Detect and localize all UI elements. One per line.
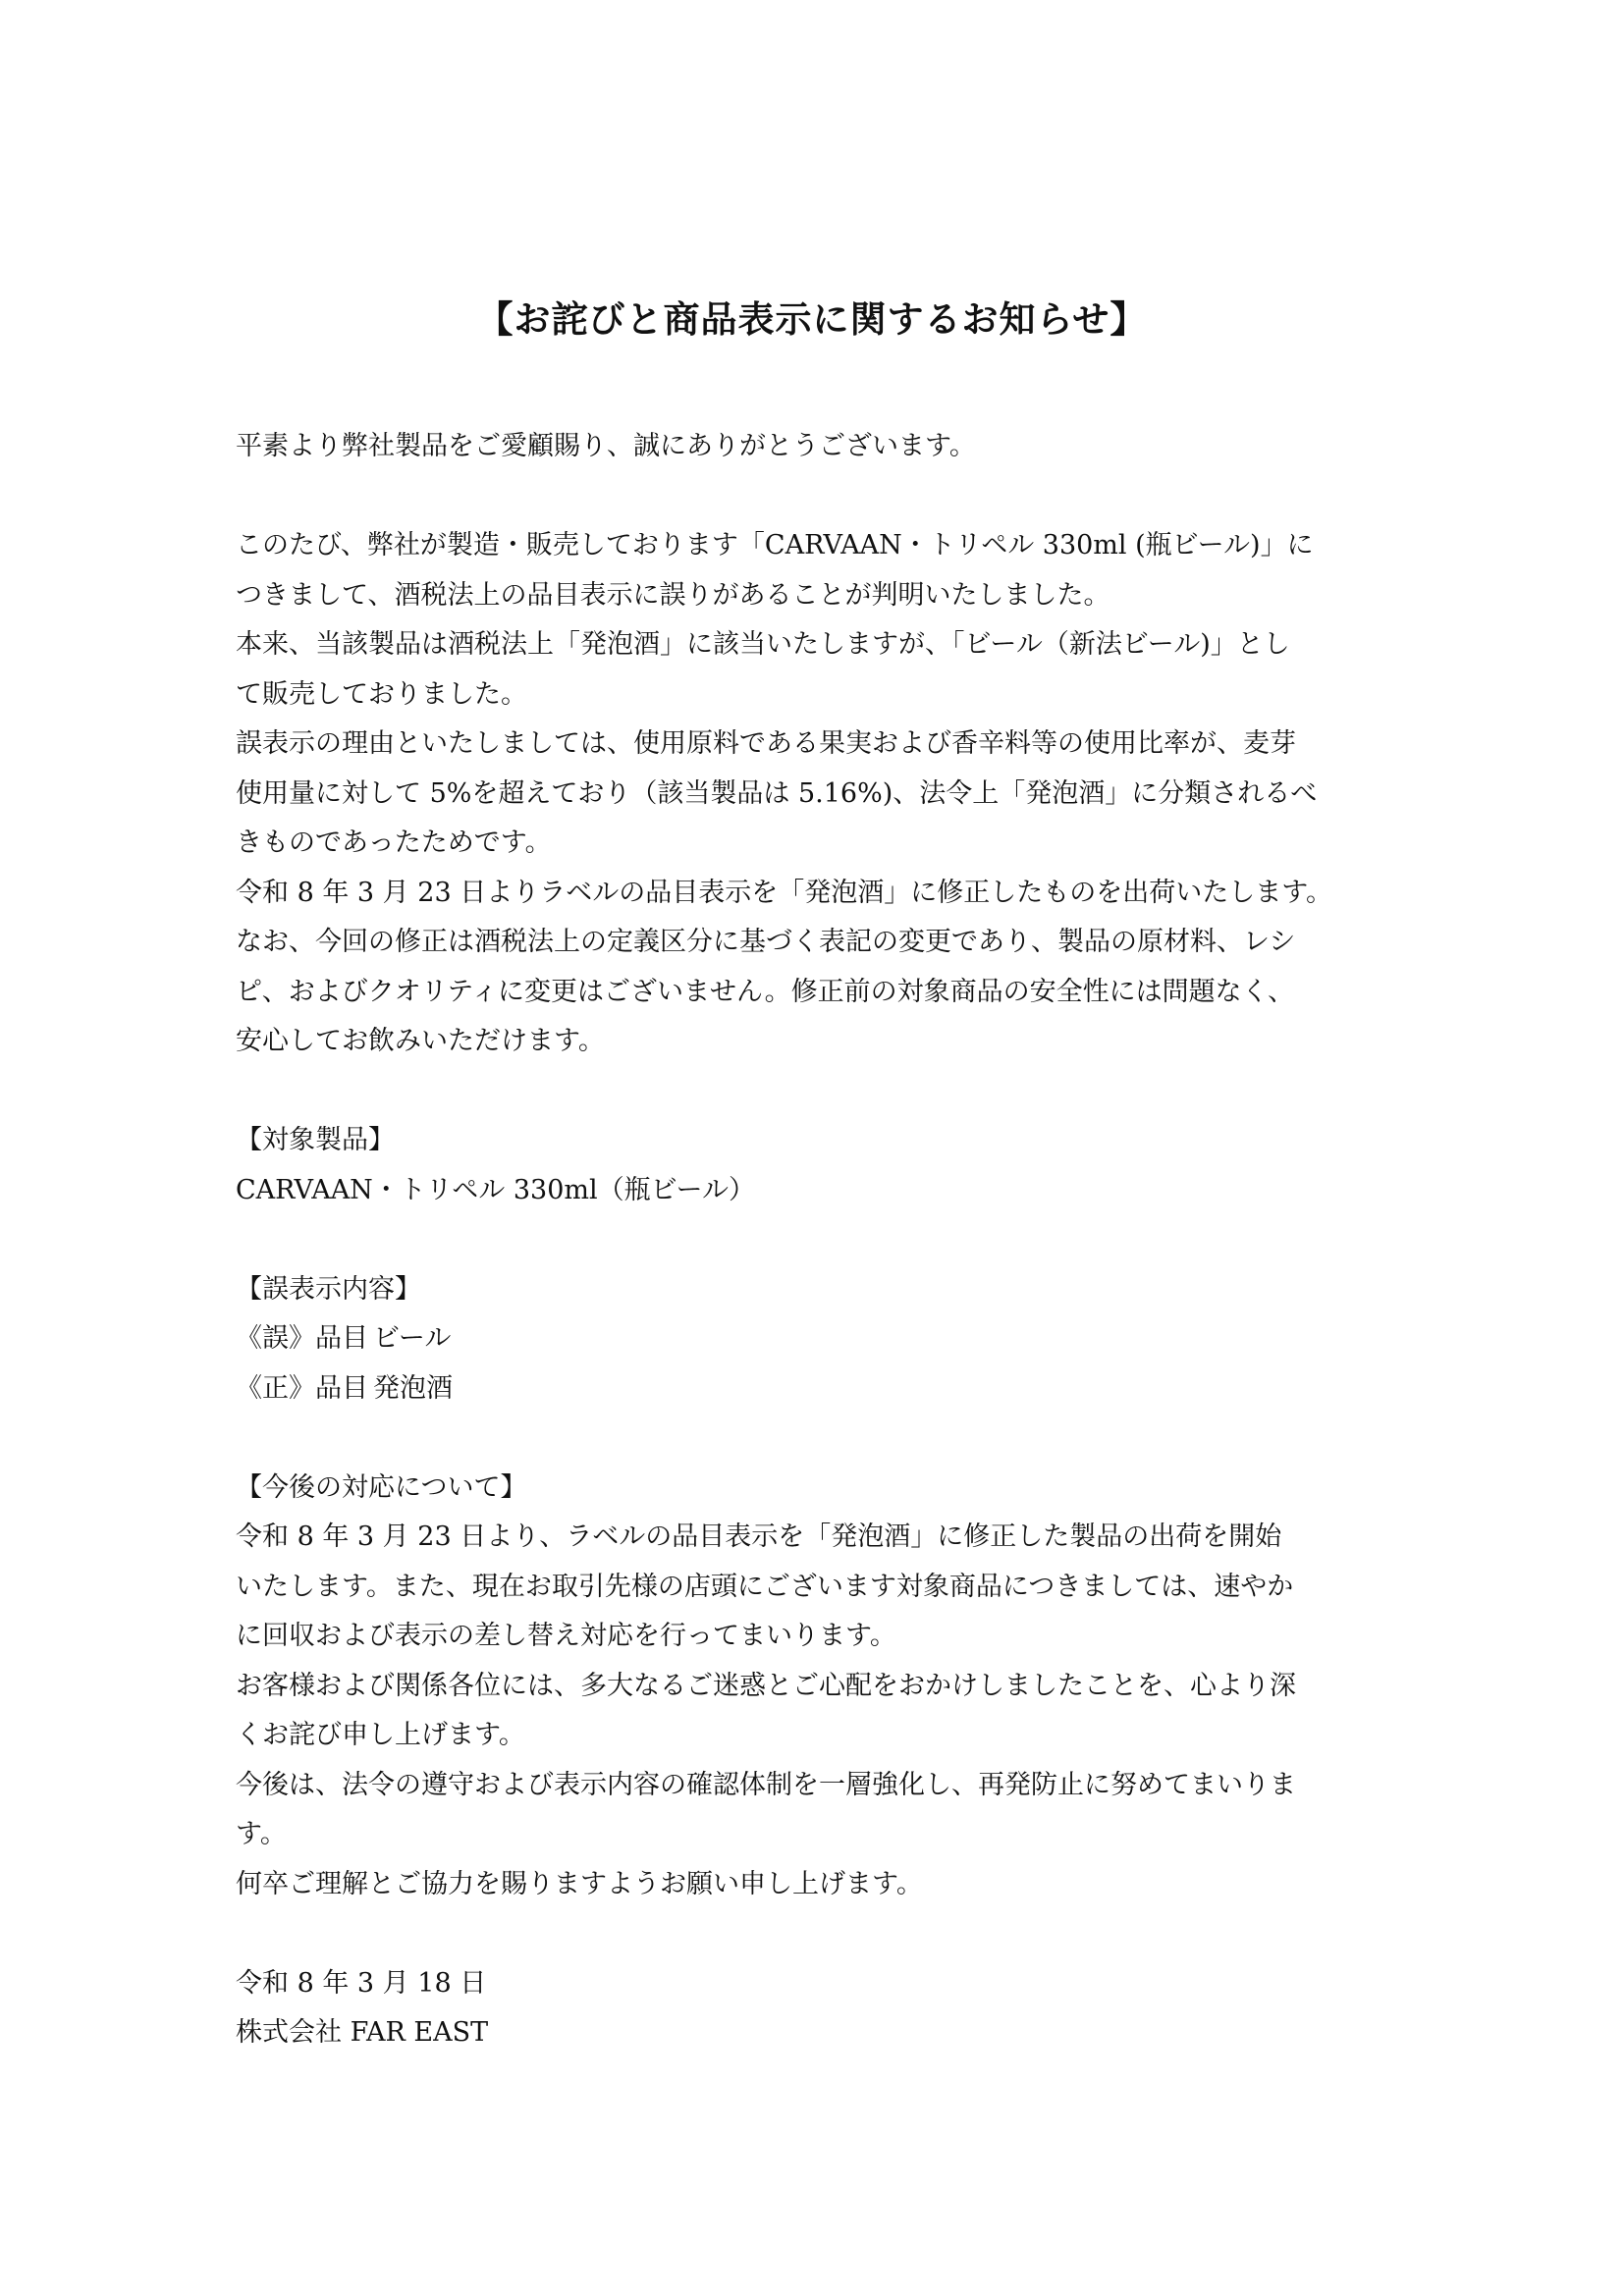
response-line: 令和 8 年 3 月 23 日より、ラベルの品目表示を「発泡酒」に修正した製品の出荷を開始 [236,1522,1282,1552]
response-line: いたします。また、現在お取引先様の店頭にございます対象商品につきましては、速やか [236,1571,1294,1602]
response-line: くお詫び申し上げます。 [236,1720,525,1750]
response-line: に回収および表示の差し替え対応を行ってまいります。 [236,1621,896,1651]
response-section [236,1464,1394,1910]
spacer [236,1414,1394,1464]
section-heading: 【今後の対応について】 [236,1471,527,1503]
spacer [236,1909,1394,1959]
paragraph-line: なお、今回の修正は酒税法上の定義区分に基づく表記の変更であり、製品の原材料、レシ [236,927,1296,957]
wrong-item-value: ビール [373,1323,452,1354]
paragraph-main [236,521,1394,1067]
wrong-item-label: 《誤》品目 [236,1323,368,1354]
spacer [236,1215,1394,1265]
target-product-section [236,1116,1394,1215]
paragraph-line: ピ、およびクオリティに変更はございません。修正前の対象商品の安全性には問題なく、 [236,976,1295,1007]
section-heading: 【誤表示内容】 [236,1273,421,1305]
paragraph-line: このたび、弊社が製造・販売しております「CARVAAN・トリペル 330ml (瓶ビール)」に [236,530,1314,561]
paragraph-line: つきまして、酒税法上の品目表示に誤りがあることが判明いたしました。 [236,579,1110,611]
paragraph-line: 誤表示の理由といたしましては、使用原料である果実および香辛料等の使用比率が、麦芽 [236,728,1296,759]
signature-block [236,1959,1394,2058]
paragraph-line: 使用量に対して 5%を超えており（該当製品は 5.16%)、法令上「発泡酒」に分類されるべ [236,777,1318,809]
correct-item-label: 《正》品目 [236,1372,368,1404]
paragraph-line: きものであったためです。 [236,828,552,858]
mislabel-section [236,1265,1394,1415]
correct-item-value: 発泡酒 [373,1372,453,1404]
spacer [236,472,1394,522]
response-line: 今後は、法令の遵守および表示内容の確認体制を一層強化し、再発防止に努めてまいりま [236,1769,1296,1800]
issue-date: 令和 8 年 3 月 18 日 [236,1967,487,1999]
paragraph-line: 安心してお飲みいただけます。 [236,1026,605,1056]
notice-title: 【お詫びと商品表示に関するお知らせ】 [476,297,1148,341]
paragraph-line: 本来、当該製品は酒税法上「発泡酒」に該当いたしますが、「ビール（新法ビール)」とし [236,629,1290,660]
paragraph-line: て販売しておりました。 [236,678,527,710]
section-heading: 【対象製品】 [236,1125,395,1155]
paragraph-line: 令和 8 年 3 月 23 日よりラベルの品目表示を「発泡酒」に修正したものを出荷いたします。 [236,877,1333,908]
greeting-line: 平素より弊社製品をご愛顧賜り、誠にありがとうございます。 [236,431,976,461]
response-line: 何卒ご理解とご協力を賜りますようお願い申し上げます。 [236,1868,923,1899]
notice-body [236,422,1394,2058]
company-name: 株式会社 FAR EAST [236,2017,489,2048]
response-line: お客様および関係各位には、多大なるご迷惑とご心配をおかけしましたことを、心より深 [236,1670,1296,1701]
product-name: CARVAAN・トリペル 330ml（瓶ビール） [236,1174,756,1205]
response-line: す。 [236,1819,287,1849]
spacer [236,1067,1394,1117]
correct-item-row [236,1364,1394,1415]
wrong-item-row [236,1314,1394,1364]
